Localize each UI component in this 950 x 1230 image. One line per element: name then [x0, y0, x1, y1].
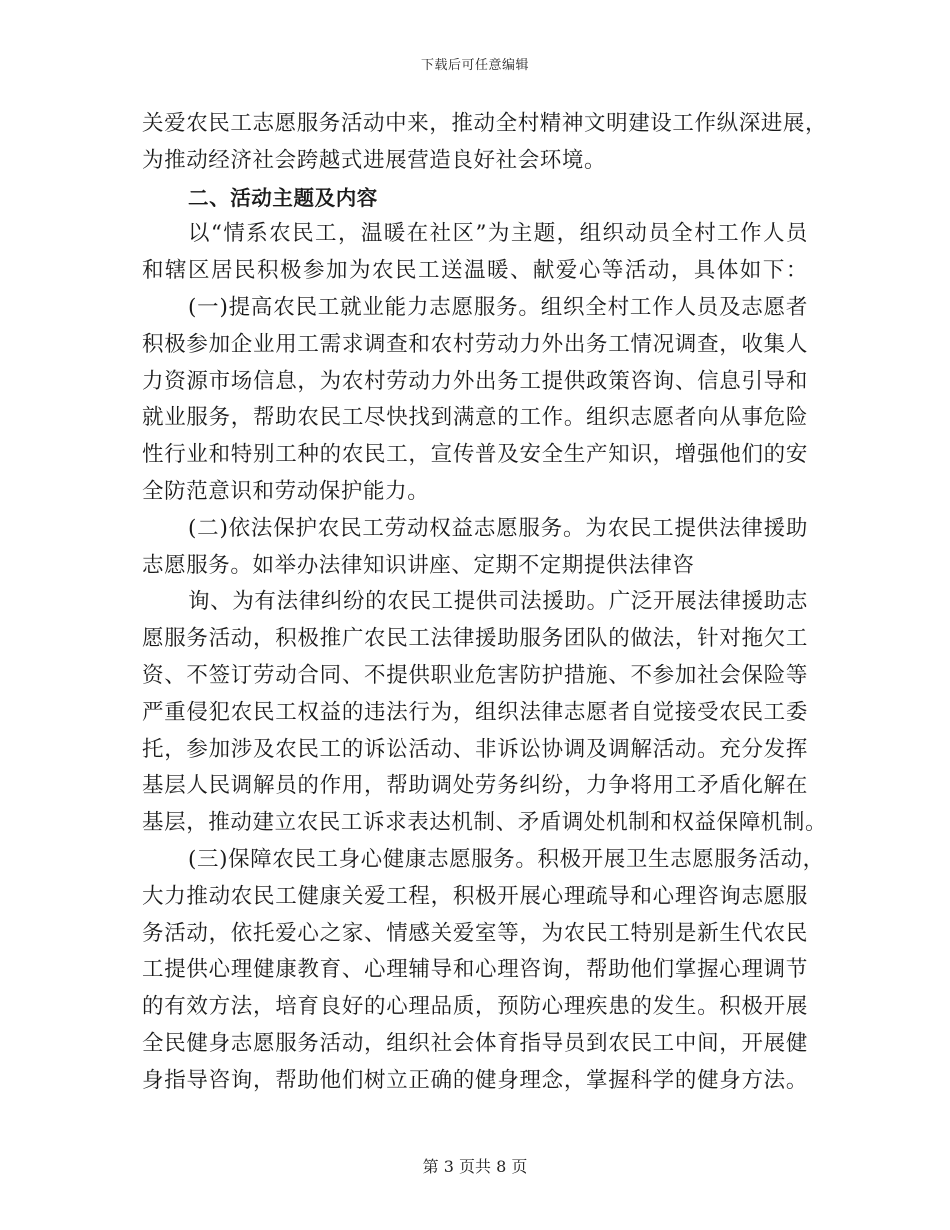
paragraph-line: 的有效方法，培育良好的心理品质，预防心理疾患的发生。积极开展	[142, 994, 808, 1020]
paragraph-line: 积极参加企业用工需求调查和农村劳动力外出务工情况调查，收集人	[142, 331, 808, 357]
paragraph-line: 大力推动农民工健康关爱工程，积极开展心理疏导和心理咨询志愿服	[142, 883, 808, 909]
paragraph-line: 愿服务活动，积极推广农民工法律援助服务团队的做法，针对拖欠工	[142, 626, 808, 652]
paragraph-line: 志愿服务。如举办法律知识讲座、定期不定期提供法律咨	[142, 552, 695, 578]
paragraph-line: 性行业和特别工种的农民工，宣传普及安全生产知识，增强他们的安	[142, 442, 808, 468]
paragraph-line: 就业服务，帮助农民工尽快找到满意的工作。组织志愿者向从事危险	[142, 405, 808, 431]
paragraph-line: 全民健身志愿服务活动，组织社会体育指导员到农民工中间，开展健	[142, 1030, 808, 1056]
paragraph-line: 基层，推动建立农民工诉求表达机制、矛盾调处机制和权益保障机制。	[142, 810, 828, 836]
paragraph-line: 身指导咨询，帮助他们树立正确的健身理念，掌握科学的健身方法。	[142, 1067, 808, 1093]
page-header-note: 下载后可任意编辑	[420, 58, 529, 73]
paragraph-line: (二)依法保护农民工劳动权益志愿服务。为农民工提供法律援助	[188, 515, 808, 541]
paragraph-line: 工提供心理健康教育、心理辅导和心理咨询，帮助他们掌握心理调节	[142, 957, 808, 983]
paragraph-line: 托，参加涉及农民工的诉讼活动、非诉讼协调及调解活动。充分发挥	[142, 736, 808, 762]
paragraph-line: 关爱农民工志愿服务活动中来，推动全村精神文明建设工作纵深进展，	[142, 111, 828, 136]
paragraph-line: 和辖区居民积极参加为农民工送温暖、献爱心等活动，具体如下：	[142, 258, 808, 284]
paragraph-line: (一)提高农民工就业能力志愿服务。组织全村工作人员及志愿者	[188, 294, 808, 320]
paragraph-line: 资、不签订劳动合同、不提供职业危害防护措施、不参加社会保险等	[142, 662, 808, 688]
section-heading: 二、活动主题及内容	[188, 185, 378, 210]
paragraph-line: 严重侵犯农民工权益的违法行为，组织法律志愿者自觉接受农民工委	[142, 699, 808, 725]
paragraph-line: 以“情系农民工，温暖在社区”为主题，组织动员全村工作人员	[188, 221, 808, 247]
paragraph-line: 基层人民调解员的作用，帮助调处劳务纠纷，力争将用工矛盾化解在	[142, 773, 808, 799]
paragraph-line: 力资源市场信息，为农村劳动力外出务工提供政策咨询、信息引导和	[142, 368, 808, 394]
paragraph-line: 为推动经济社会跨越式进展营造良好社会环境。	[142, 147, 607, 173]
paragraph-line: 询、为有法律纠纷的农民工提供司法援助。广泛开展法律援助志	[188, 589, 808, 615]
paragraph-line: 务活动，依托爱心之家、情感关爱室等，为农民工特别是新生代农民	[142, 920, 808, 946]
document-body	[142, 106, 828, 1100]
paragraph-line: (三)保障农民工身心健康志愿服务。积极开展卫生志愿服务活动，	[188, 846, 825, 872]
page-number: 第 3 页共 8 页	[422, 1157, 528, 1176]
paragraph-line: 全防范意识和劳动保护能力。	[142, 478, 430, 504]
